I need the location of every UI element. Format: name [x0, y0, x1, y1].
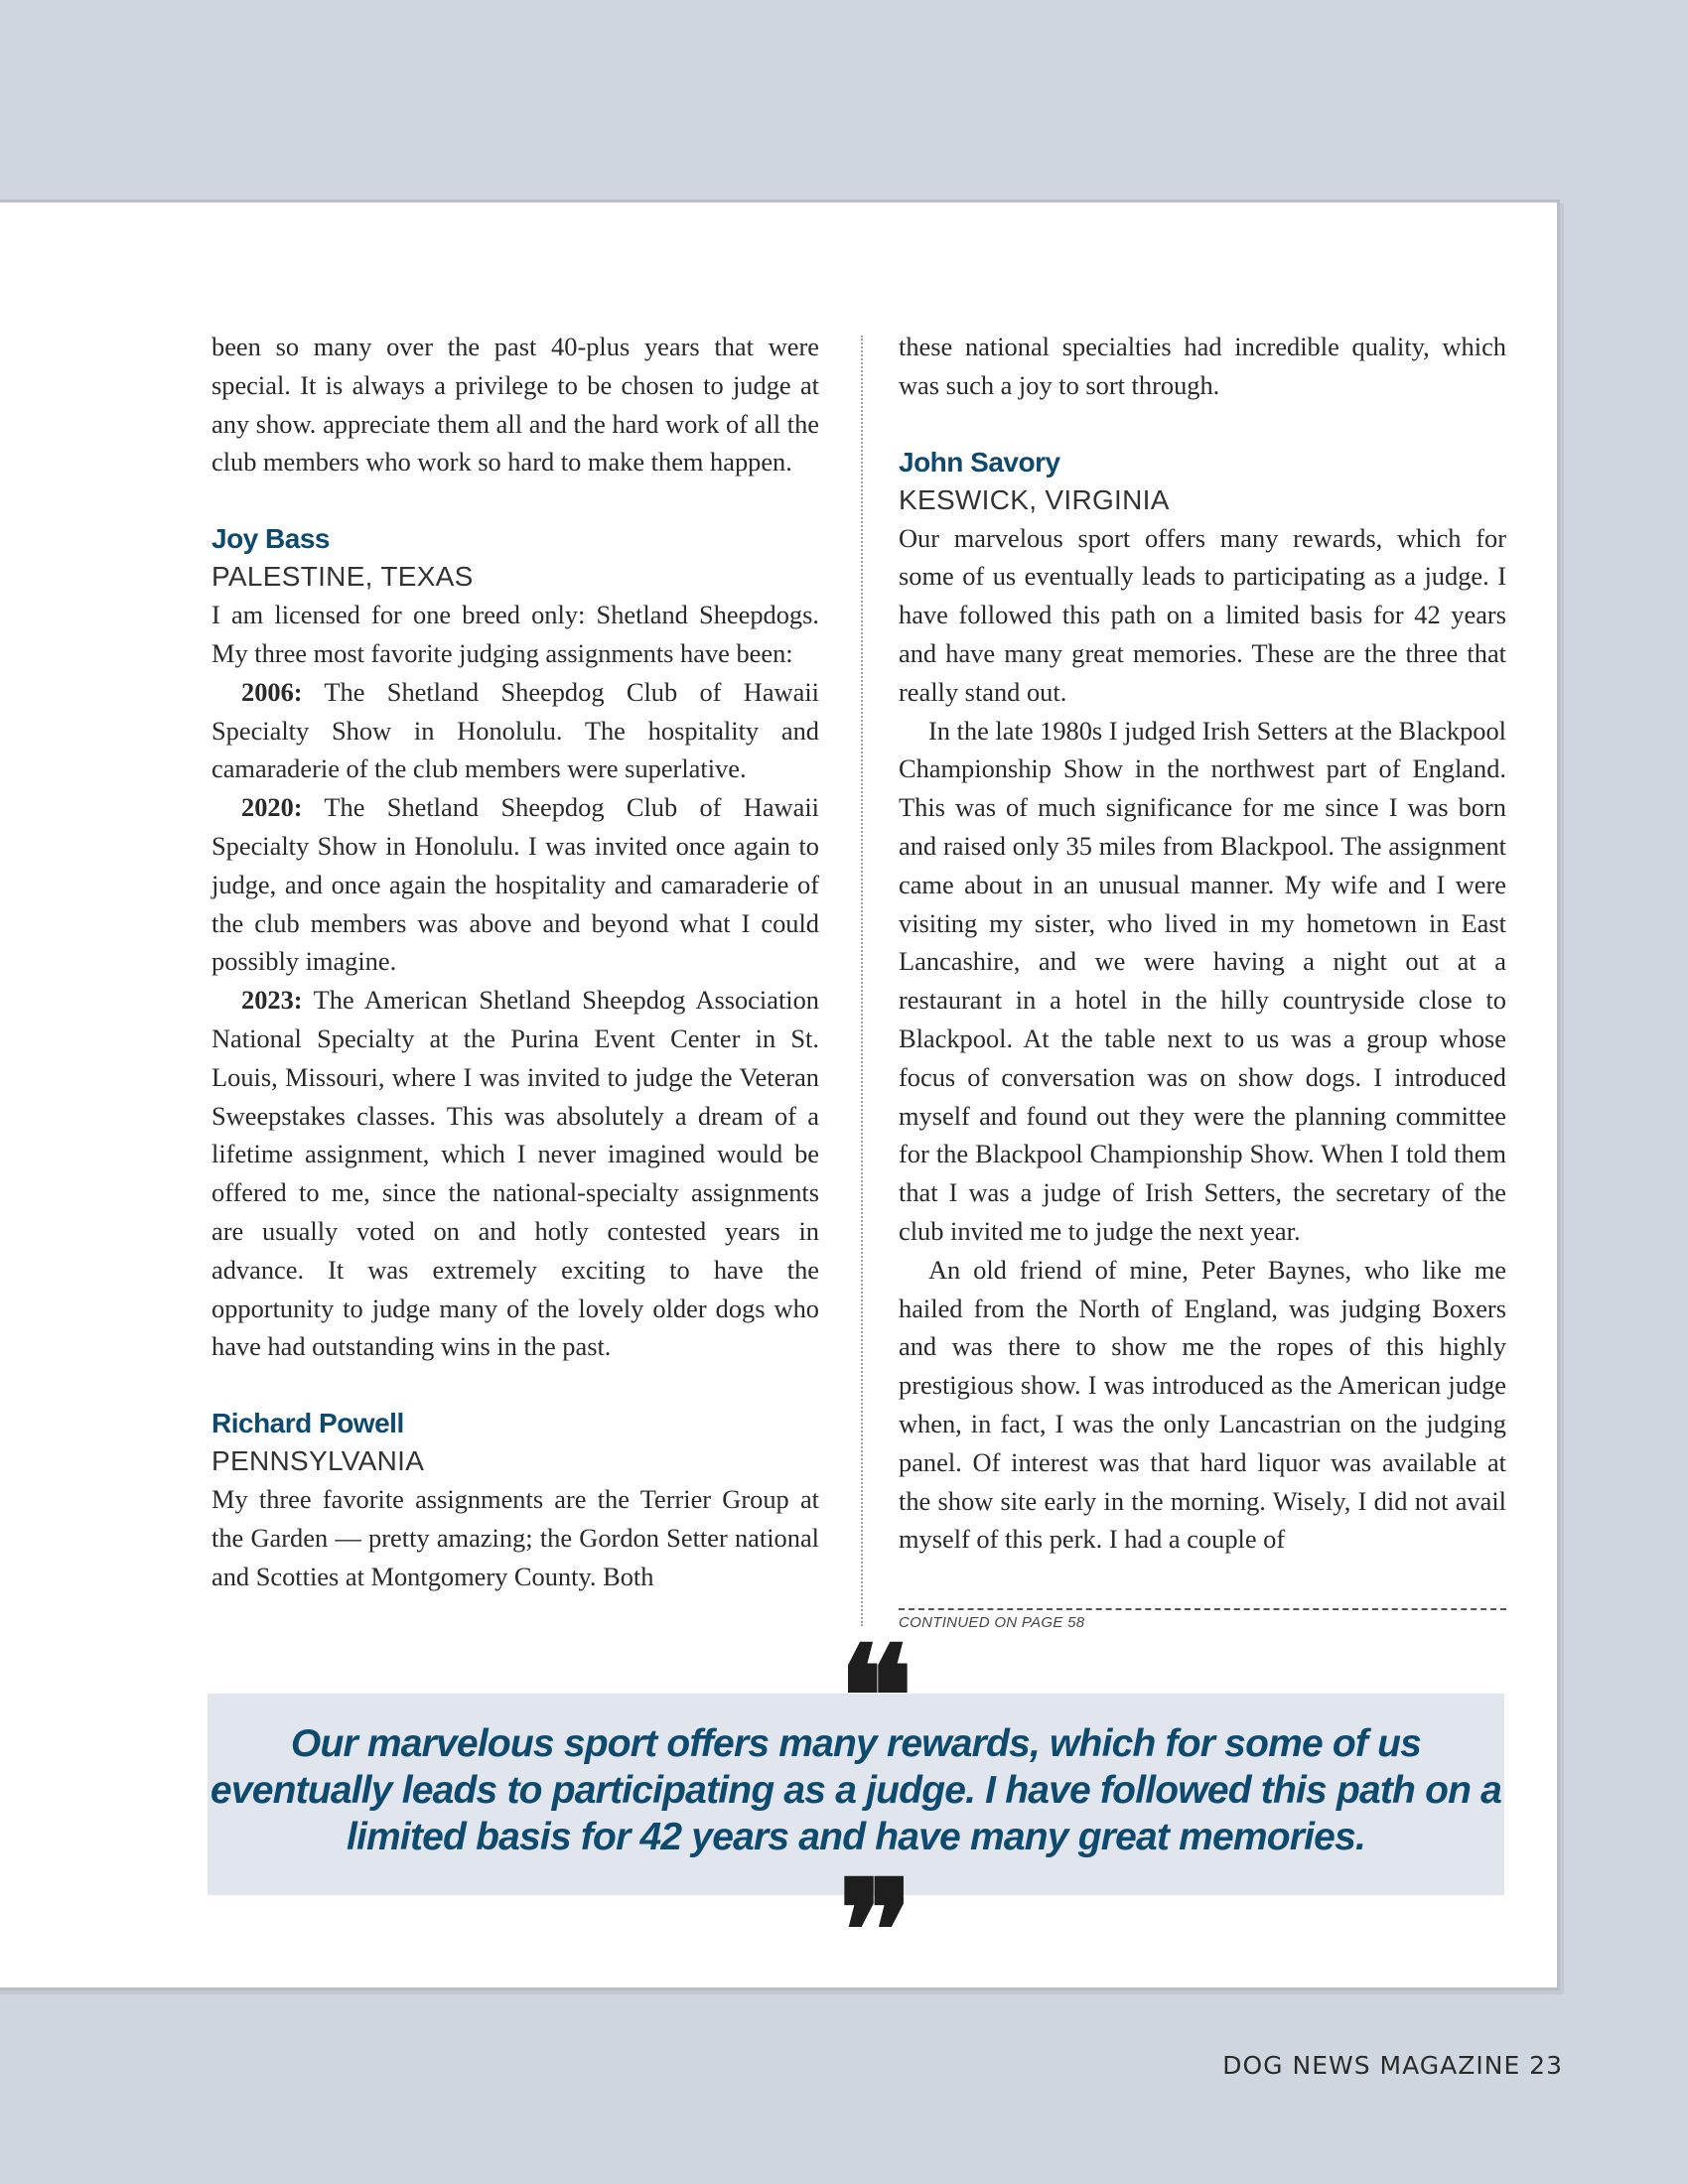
- text-2023: The American Shetland Sheepdog Association National Specialty at the Purina Event Center in St. Louis, Missouri, where I was invited to judge the Veteran Sweepstakes classes. This was absolutely a dream of a lifetime assignment, which I never imagined would be offered to me, since the national-specialty assignments are usually voted on and hotly contested years in advance. It was extremely exciting to have the opportunity to judge many of the lovely older dogs who have had outstanding wins in the past.: [211, 985, 819, 1362]
- year-2020: 2020:: [241, 792, 303, 823]
- right-intro-paragraph: these national specialties had incredible quality, which was such a joy to sort through.: [899, 332, 1506, 400]
- joy-bass-2023: [211, 981, 819, 1366]
- close-quote-icon: ❞: [838, 1850, 914, 2013]
- year-2023: 2023:: [241, 985, 303, 1016]
- pull-quote-text: Our marvelous sport offers many rewards, which for some of us eventually leads to participating as a judge. I have followed this path on a limited basis for 42 years and have many great memories.: [210, 1722, 1502, 1858]
- john-savory-paragraph-3: An old friend of mine, Peter Baynes, who like me hailed from the North of England, was judging Boxers and was there to show me the ropes of this highly prestigious show. I was introduced as the American judge when, in fact, I was the only Lancastrian on the judging panel. Of interest was that hard liquor was available at the show site early in the morning. Wisely, I did not avail myself of this perk. I had a couple of: [899, 1254, 1506, 1555]
- joy-bass-2006: [211, 673, 819, 788]
- judge-location-richard-powell: PENNSYLVANIA: [211, 1445, 425, 1477]
- column-divider: [861, 336, 863, 1626]
- john-savory-paragraph-2: In the late 1980s I judged Irish Setters at the Blackpool Championship Show in the northwest part of England. This was of much significance for me since I was born and raised only 35 miles from Blackpool. The assignment came about in an unusual manner. My wife and I were visiting my sister, who lived in my hometown in East Lancashire, and we were having a night out at a restaurant in a hotel in the hilly countryside close to Blackpool. At the table next to us was a group whose focus of conversation was on show dogs. I introduced myself and found out they were the planning committee for the Blackpool Championship Show. When I told them that I was a judge of Irish Setters, the secretary of the club invited me to judge the next year.: [899, 715, 1506, 1246]
- right-column: [899, 328, 1506, 1559]
- left-column: [211, 328, 819, 1596]
- page-footer: DOG NEWS MAGAZINE 23: [1222, 2051, 1563, 2080]
- judge-location-joy-bass: PALESTINE, TEXAS: [211, 561, 474, 593]
- left-intro-paragraph: been so many over the past 40-plus years that were special. It is always a privilege to be chosen to judge at any show. appreciate them all and the hard work of all the club members who work so hard to make them happen.: [211, 332, 819, 478]
- joy-bass-intro: I am licensed for one breed only: Shetland Sheepdogs. My three most favorite judging assignments have been:: [211, 600, 819, 668]
- joy-bass-2020: [211, 788, 819, 981]
- text-2020: The Shetland Sheepdog Club of Hawaii Specialty Show in Honolulu. I was invited once again to judge, and once again the hospitality and camaraderie of the club members was above and beyond what I could possibly imagine.: [211, 792, 819, 977]
- judge-location-john-savory: KESWICK, VIRGINIA: [899, 483, 1170, 515]
- judge-name-joy-bass: Joy Bass: [211, 523, 330, 555]
- open-quote-icon: ❝: [838, 1616, 914, 1779]
- judge-name-john-savory: John Savory: [899, 446, 1060, 478]
- judge-name-richard-powell: Richard Powell: [211, 1408, 404, 1439]
- richard-powell-paragraph: My three favorite assignments are the Terrier Group at the Garden — pretty amazing; the Gordon Setter national and Scotties at Montgomery County. Both: [211, 1484, 819, 1591]
- john-savory-paragraph-1: Our marvelous sport offers many rewards, which for some of us eventually leads to participating as a judge. I have followed this path on a limited basis for 42 years and have many great memories. These are the three that really stand out.: [899, 522, 1506, 707]
- text-2006: The Shetland Sheepdog Club of Hawaii Specialty Show in Honolulu. The hospitality and camaraderie of the club members were superlative.: [211, 676, 819, 784]
- year-2006: 2006:: [241, 676, 303, 707]
- continued-on-page-link[interactable]: CONTINUED ON PAGE 58: [899, 1608, 1506, 1631]
